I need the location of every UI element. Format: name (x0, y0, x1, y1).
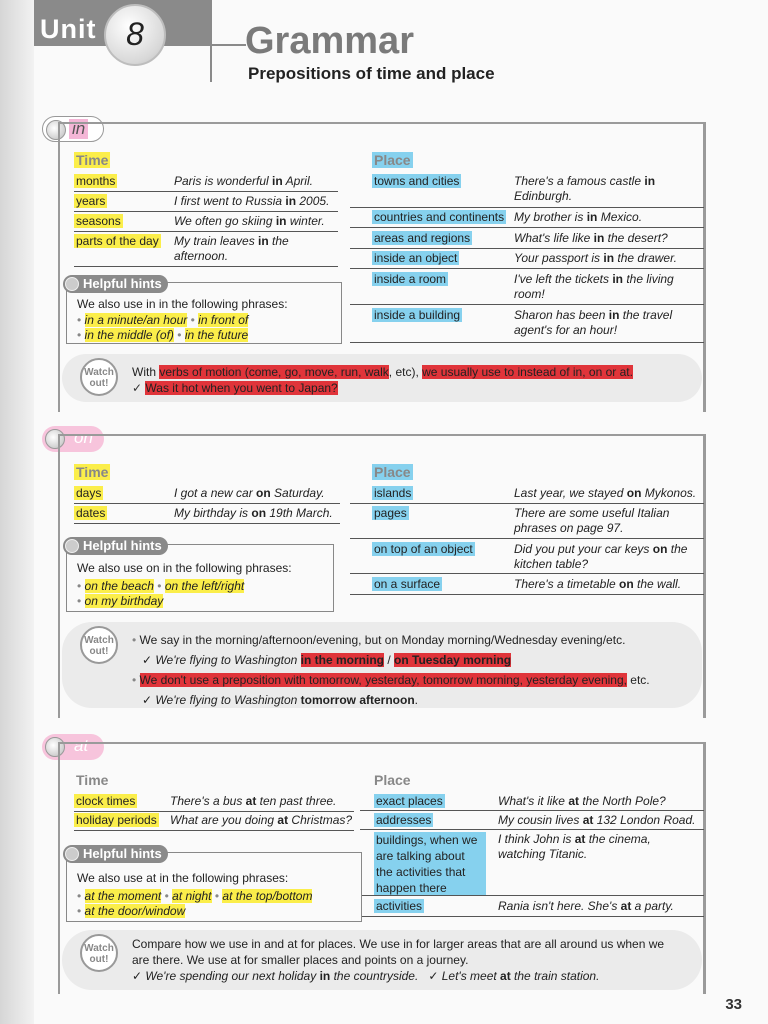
place-key: exact places (376, 794, 443, 808)
place-example: I think John is at the cinema, watching Titanic. (498, 832, 651, 861)
place-key: inside a building (374, 308, 461, 322)
page-subtitle: Prepositions of time and place (248, 64, 495, 83)
row-divider (74, 191, 338, 192)
hints-phrases: • at the moment • at night • at the top/bottom • at the door/window (77, 889, 313, 918)
time-key: years (76, 194, 106, 208)
watch-out-badge: Watch out! (80, 358, 118, 396)
place-key: pages (374, 506, 407, 520)
time-example: There's a bus at ten past three. (170, 794, 337, 808)
row-divider (74, 811, 354, 812)
place-header: Place (374, 772, 411, 788)
page-title: Grammar (245, 20, 414, 62)
row-divider (74, 211, 338, 212)
place-example: Last year, we stayed on Mykonos. (514, 486, 697, 500)
watch-out-badge: Watch out! (80, 626, 118, 664)
row-divider (350, 342, 704, 343)
page-number: 33 (725, 996, 742, 1013)
hint-bullet-icon (65, 539, 79, 553)
row-divider (74, 231, 338, 232)
place-key: activities (376, 899, 423, 913)
row-divider (360, 810, 704, 811)
helpful-hints-box (66, 538, 334, 612)
place-key: inside a room (374, 272, 447, 286)
row-divider (74, 830, 354, 831)
time-example: I got a new car on Saturday. (174, 486, 325, 500)
time-key: months (76, 174, 116, 188)
row-divider (350, 304, 704, 305)
place-key: countries and continents (374, 210, 505, 224)
place-key: on top of an object (374, 542, 473, 556)
section-label: on (74, 428, 93, 447)
time-header: Time (76, 152, 109, 168)
place-example: There's a timetable on the wall. (514, 577, 682, 591)
place-header: Place (374, 464, 411, 480)
section-on (58, 434, 706, 718)
time-key: seasons (76, 214, 121, 228)
helpful-hints-title: Helpful hints (63, 845, 168, 863)
watch-out-text: With verbs of motion (come, go, move, run, walk, etc), we usually use to instead of in, on or at. ✓ Was it hot when you went to Japan? (132, 365, 633, 395)
watch-out-text: Compare how we use in and at for places. We use in for larger areas that are all around us when we are there. We use at for smaller places and points on a journey. ✓ We're spending our next holiday in the countryside. ✓ Let's meet at the train station. (132, 937, 665, 983)
time-header: Time (76, 464, 109, 480)
hint-bullet-icon (65, 277, 79, 291)
row-divider (74, 523, 340, 524)
place-key: islands (374, 486, 412, 500)
helpful-hints-box (66, 276, 342, 344)
row-divider (350, 538, 704, 539)
row-divider (350, 573, 704, 574)
place-example: There are some useful Italian phrases on page 97. (514, 506, 670, 535)
unit-number: 8 (126, 16, 144, 52)
place-key: on a surface (374, 577, 441, 591)
row-divider (350, 227, 704, 228)
section-in (58, 122, 706, 412)
time-key: days (76, 486, 102, 500)
row-divider (350, 207, 704, 208)
hints-intro: We also use at in the following phrases: (77, 871, 289, 885)
time-key: clock times (76, 794, 136, 808)
place-key: areas and regions (374, 231, 471, 245)
row-divider (350, 268, 704, 269)
place-example: Did you put your car keys on the kitchen table? (514, 542, 688, 571)
place-header: Place (374, 152, 411, 168)
place-example: Your passport is in the drawer. (514, 251, 677, 265)
place-example: My brother is in Mexico. (514, 210, 643, 224)
hints-phrases: • in a minute/an hour • in front of • in the middle (of) • in the future (77, 313, 249, 342)
header-divider (166, 44, 246, 46)
row-divider (360, 916, 704, 917)
unit-number-badge (104, 4, 166, 66)
place-example: My cousin lives at 132 London Road. (498, 813, 696, 827)
time-example: I first went to Russia in 2005. (174, 194, 330, 208)
time-example: We often go skiing in winter. (174, 214, 325, 228)
row-divider (74, 266, 338, 267)
section-label: in (69, 119, 88, 139)
row-divider (360, 895, 704, 896)
hint-bullet-icon (65, 847, 79, 861)
hints-intro: We also use in in the following phrases: (77, 297, 288, 311)
row-divider (350, 248, 704, 249)
place-example: What's it like at the North Pole? (498, 794, 666, 808)
time-example: My birthday is on 19th March. (174, 506, 333, 520)
time-example: Paris is wonderful in April. (174, 174, 313, 188)
watch-out-badge: Watch out! (80, 934, 118, 972)
time-example: What are you doing at Christmas? (170, 813, 353, 827)
row-divider (74, 503, 340, 504)
unit-label: Unit (40, 14, 97, 44)
place-example: Sharon has been in the travel agent's for an hour! (514, 308, 673, 337)
place-example: What's life like in the desert? (514, 231, 668, 245)
time-example: My train leaves in the afternoon. (174, 234, 289, 263)
place-key: inside an object (374, 251, 458, 265)
place-key: towns and cities (374, 174, 460, 188)
time-header: Time (76, 772, 109, 788)
helpful-hints-title: Helpful hints (63, 275, 168, 293)
place-example: Rania isn't here. She's at a party. (498, 899, 674, 913)
place-example: There's a famous castle in Edinburgh. (514, 174, 656, 203)
place-example: I've left the tickets in the living room! (514, 272, 674, 301)
place-key: addresses (376, 813, 432, 827)
time-key: dates (76, 506, 106, 520)
time-key: holiday periods (76, 813, 157, 827)
section-label: at (74, 736, 89, 755)
watch-out-text: • We say in the morning/afternoon/evening, but on Monday morning/Wednesday evening/etc. ✓ We're flying to Washington in the morning / on Tuesday morning • We don't use a preposition with tomorrow, yesterday, tomorrow morning, yesterday evening, etc. ✓ We're flying to Washington tomorrow afternoon. (132, 633, 650, 707)
row-divider (350, 503, 704, 504)
row-divider (350, 594, 704, 595)
header-vertical-divider (210, 0, 212, 82)
time-key: parts of the day (76, 234, 159, 248)
helpful-hints-box (66, 846, 362, 922)
hints-phrases: • on the beach • on the left/right • on my birthday (77, 579, 245, 608)
place-key: buildings, when we are talking about the activities that happen there (374, 832, 486, 896)
section-at (58, 742, 706, 994)
helpful-hints-title: Helpful hints (63, 537, 168, 555)
page-gutter (0, 0, 34, 1024)
row-divider (360, 829, 704, 830)
hints-intro: We also use on in the following phrases: (77, 561, 292, 575)
